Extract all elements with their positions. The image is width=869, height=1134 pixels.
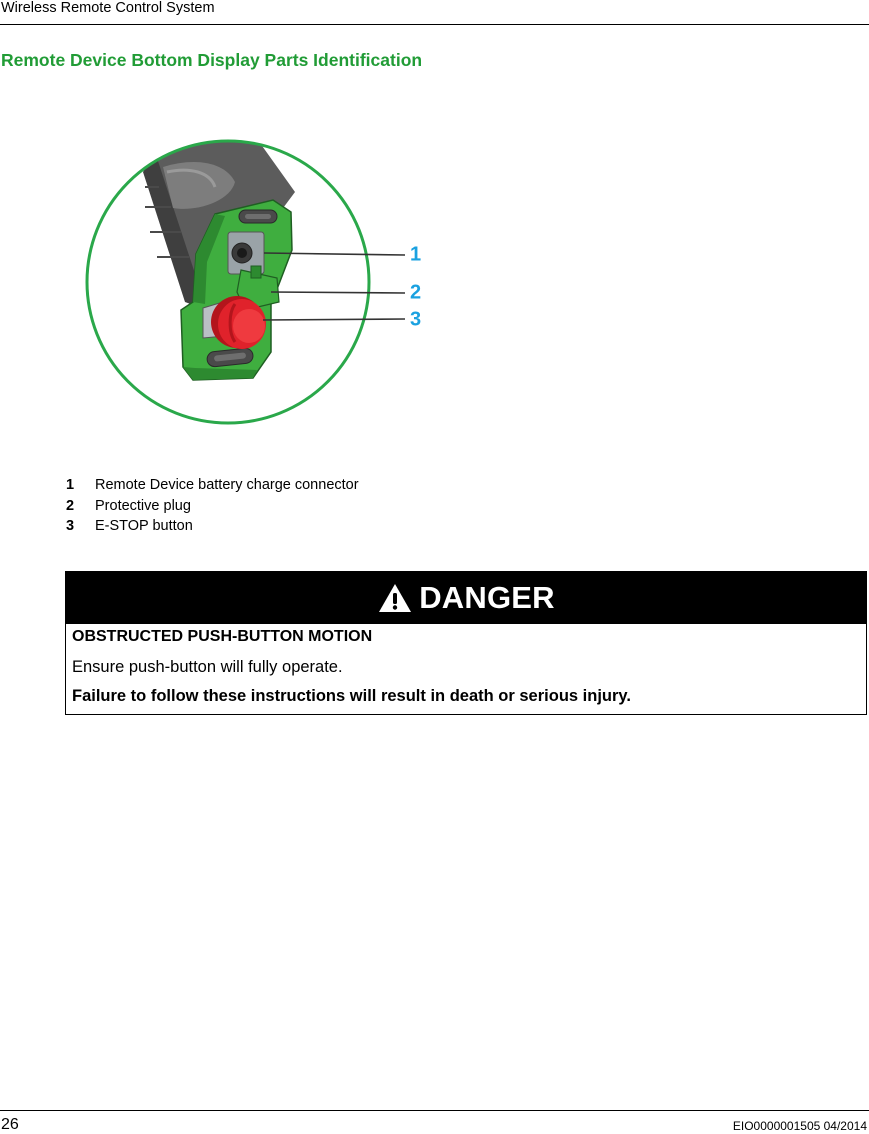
danger-safety-box [65, 571, 867, 715]
callout-3: 3 [410, 308, 422, 331]
warning-triangle-icon [377, 582, 413, 614]
legend-item [66, 475, 359, 496]
danger-consequence: Failure to follow these instructions will result in death or serious injury. [72, 687, 631, 705]
callout-1: 1 [410, 243, 422, 266]
running-header-title: Wireless Remote Control System [1, 0, 215, 16]
danger-instruction: Ensure push-button will fully operate. [72, 658, 343, 676]
device-bottom-figure [85, 132, 435, 432]
legend-item [66, 496, 359, 517]
legend-item [66, 516, 359, 537]
danger-banner [66, 572, 866, 624]
header-rule [0, 24, 869, 25]
document-id: EIO0000001505 04/2014 [732, 1119, 867, 1133]
danger-heading: OBSTRUCTED PUSH-BUTTON MOTION [72, 628, 373, 645]
section-title: Remote Device Bottom Display Parts Identification [1, 50, 423, 70]
legend-number: 1 [66, 477, 75, 493]
legend-number: 2 [66, 497, 75, 514]
legend-label: Protective plug [95, 497, 191, 514]
leader-line-3 [263, 319, 405, 320]
device-illustration [85, 132, 435, 432]
page-number: 26 [1, 1116, 19, 1133]
leader-line-2 [271, 292, 405, 293]
legend-number: 3 [66, 518, 75, 534]
danger-banner-label: DANGER [419, 580, 555, 615]
legend-label: Remote Device battery charge connector [95, 477, 359, 493]
legend-label: E-STOP button [95, 518, 193, 534]
parts-legend [66, 475, 359, 537]
footer-rule [0, 1110, 869, 1111]
callout-2: 2 [410, 281, 422, 304]
